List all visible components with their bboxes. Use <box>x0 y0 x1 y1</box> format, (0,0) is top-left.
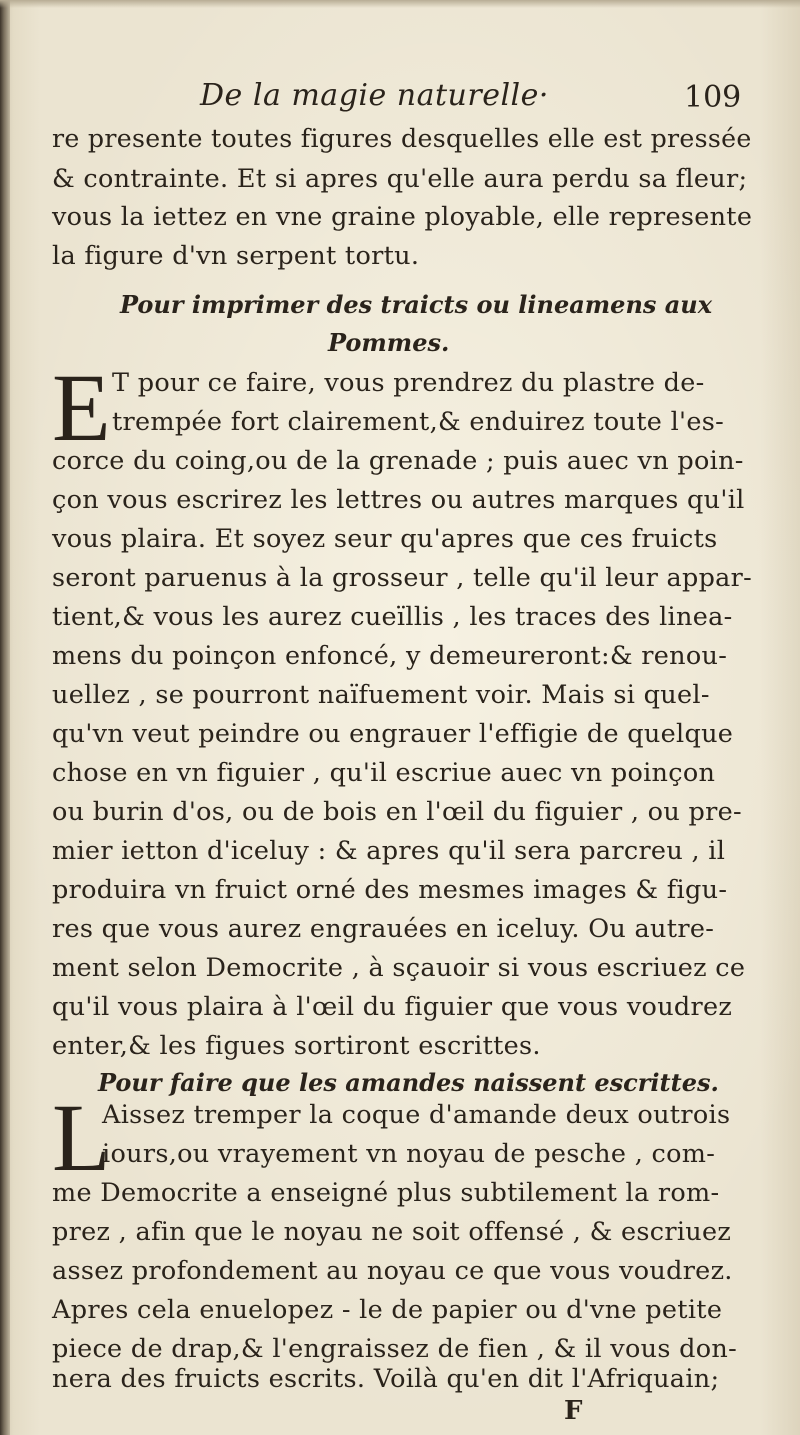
text-line: enter,& les figues sortiront escrittes. <box>52 1031 541 1061</box>
text-line: & contrainte. Et si apres qu'elle aura perdu sa fleur; <box>52 164 748 194</box>
text-line: qu'il vous plaira à l'œil du figuier que vous voudrez <box>52 992 733 1022</box>
text-line: mier ietton d'iceluy : & apres qu'il sera parcreu , il <box>52 836 726 866</box>
text-line: tient,& vous les aurez cueïllis , les traces des linea- <box>52 602 733 632</box>
text-line: T pour ce faire, vous prendrez du plastre de- <box>112 368 705 398</box>
section-heading: Pour faire que les amandes naissent escrittes. <box>98 1068 719 1097</box>
text-line: mens du poinçon enfoncé, y demeureront:& renou- <box>52 641 728 671</box>
text-line: produira vn fruict orné des mesmes images & figu- <box>52 875 728 905</box>
text-line: trempée fort clairement,& enduirez toute l'es- <box>112 407 725 437</box>
text-line: Apres cela enuelopez - le de papier ou d'vne petite <box>52 1295 723 1325</box>
text-line: prez , afin que le noyau ne soit offensé , & escriuez <box>52 1217 732 1247</box>
text-line: uellez , se pourront naïfuement voir. Mais si quel- <box>52 680 710 710</box>
drop-cap: L <box>52 1084 111 1191</box>
signature-mark: F <box>564 1396 583 1426</box>
section-heading-continued: Pommes. <box>328 328 450 357</box>
text-line: re presente toutes figures desquelles elle est pressée <box>52 124 752 154</box>
text-line: vous plaira. Et soyez seur qu'apres que ces fruicts <box>52 524 718 554</box>
text-line: qu'vn veut peindre ou engrauer l'effigie de quelque <box>52 719 734 749</box>
text-line: Aissez tremper la coque d'amande deux outrois <box>102 1100 731 1130</box>
text-line: piece de drap,& l'engraissez de fien , & il vous don- <box>52 1334 738 1364</box>
page-number: 109 <box>684 80 742 115</box>
page-top-edge <box>0 0 800 8</box>
book-binding-edge <box>0 0 10 1435</box>
text-line: vous la iettez en vne graine ployable, elle represente <box>52 202 753 232</box>
text-line: la figure d'vn serpent tortu. <box>52 241 420 271</box>
text-line: ou burin d'os, ou de bois en l'œil du figuier , ou pre- <box>52 797 742 827</box>
text-line: çon vous escrirez les lettres ou autres marques qu'il <box>52 485 745 515</box>
text-line: ment selon Democrite , à sçauoir si vous escriuez ce <box>52 953 746 983</box>
text-line: corce du coing,ou de la grenade ; puis auec vn poin- <box>52 446 744 476</box>
text-line: seront paruenus à la grosseur , telle qu'il leur appar- <box>52 563 752 593</box>
text-line: res que vous aurez engrauées en iceluy. Ou autre- <box>52 914 715 944</box>
section-heading: Pour imprimer des traicts ou lineamens aux <box>120 290 713 319</box>
text-line: assez profondement au noyau ce que vous voudrez. <box>52 1256 733 1286</box>
drop-cap: E <box>52 354 111 461</box>
running-title: De la magie naturelle· <box>200 78 549 113</box>
text-line: me Democrite a enseigné plus subtilement la rom- <box>52 1178 720 1208</box>
text-line: nera des fruicts escrits. Voilà qu'en dit l'Afriquain; <box>52 1364 720 1394</box>
text-line: iours,ou vrayement vn noyau de pesche , com- <box>102 1139 716 1169</box>
text-line: chose en vn figuier , qu'il escriue auec vn poinçon <box>52 758 716 788</box>
